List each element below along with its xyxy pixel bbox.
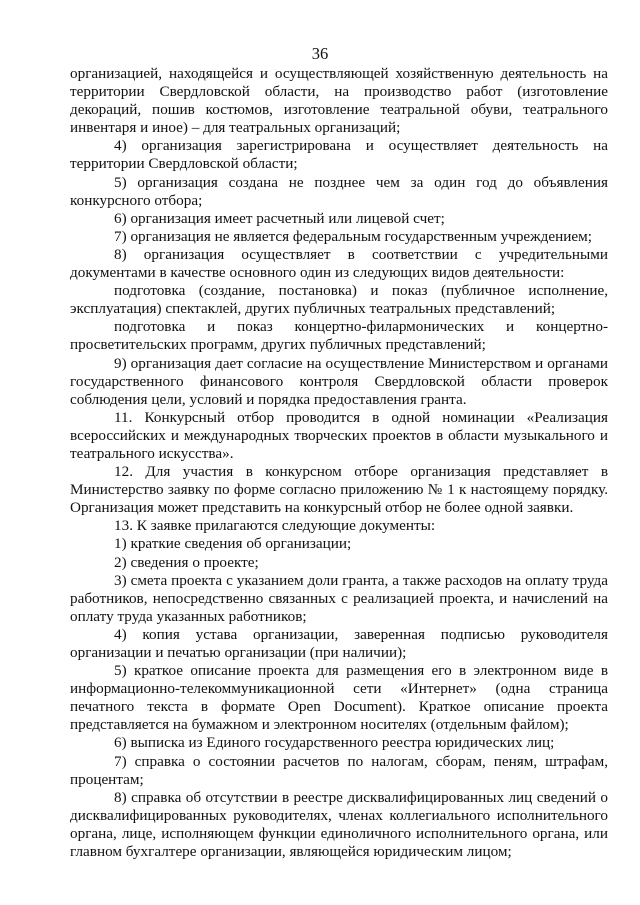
page-number: 36 (311, 44, 329, 63)
document-body (70, 65, 608, 861)
paragraph-continuation: организацией, находящейся и осуществляющей хозяйственную деятельность на территории Свердловской области, на производство работ (изготовление декораций, пошив костюмов, изготовление театральной обуви, театрального инвентаря и иное) – для театральных организаций; (70, 65, 608, 137)
paragraph-section-12: 12. Для участия в конкурсном отборе организация представляет в Министерство заявку по форме согласно приложению № 1 к настоящему порядку. Организация может представить на конкурсный отбор не более одной заявки. (70, 463, 608, 517)
paragraph-doc-1: 1) краткие сведения об организации; (114, 535, 352, 553)
paragraph-activity-concert: подготовка и показ концертно-филармонических и концертно-просветительских программ, других публичных представлений; (70, 318, 608, 354)
paragraph-section-13: 13. К заявке прилагаются следующие документы: (114, 517, 436, 535)
paragraph-item-5: 5) организация создана не позднее чем за один год до объявления конкурсного отбора; (70, 173, 608, 209)
paragraph-item-6: 6) организация имеет расчетный или лицевой счет; (114, 209, 445, 227)
paragraph-activity-theatre: подготовка (создание, постановка) и показ (публичное исполнение, эксплуатация) спектаклей, других публичных театральных представлений; (70, 282, 608, 318)
paragraph-doc-3: 3) смета проекта с указанием доли гранта, а также расходов на оплату труда работников, непосредственно связанных с реализацией проекта, и начислений на оплату труда указанных работников; (70, 571, 608, 625)
paragraph-doc-2: 2) сведения о проекте; (114, 553, 259, 571)
paragraph-item-9: 9) организация дает согласие на осуществление Министерством и органами государственного финансового контроля Свердловской области проверок соблюдения цели, условий и порядка предоставления гранта. (70, 354, 608, 408)
paragraph-item-4: 4) организация зарегистрирована и осуществляет деятельность на территории Свердловской области; (70, 137, 608, 173)
paragraph-doc-5: 5) краткое описание проекта для размещения его в электронном виде в информационно-телекоммуникационной сети «Интернет» (одна страница печатного текста в формате Open Document). Краткое описание проекта представляется на бумажном и электронном носителях (отдельным файлом); (70, 662, 608, 734)
paragraph-doc-7: 7) справка о состоянии расчетов по налогам, сборам, пеням, штрафам, процентам; (70, 752, 608, 788)
paragraph-item-8: 8) организация осуществляет в соответствии с учредительными документами в качестве основного один из следующих видов деятельности: (70, 245, 608, 282)
paragraph-doc-6: 6) выписка из Единого государственного реестра юридических лиц; (114, 734, 555, 752)
paragraph-doc-8: 8) справка об отсутствии в реестре дисквалифицированных лиц сведений о дисквалифицированных руководителях, членах коллегиального исполнительного органа, лице, исполняющем функции единоличного исполнительного органа, или главном бухгалтере организации, являющейся юридическим лицом; (70, 788, 608, 861)
paragraph-section-11: 11. Конкурсный отбор проводится в одной номинации «Реализация всероссийских и международных творческих проектов в области музыкального и театрального искусства». (70, 408, 608, 462)
paragraph-doc-4: 4) копия устава организации, заверенная подписью руководителя организации и печатью организации (при наличии); (70, 625, 608, 661)
paragraph-item-7: 7) организация не является федеральным государственным учреждением; (114, 227, 592, 245)
